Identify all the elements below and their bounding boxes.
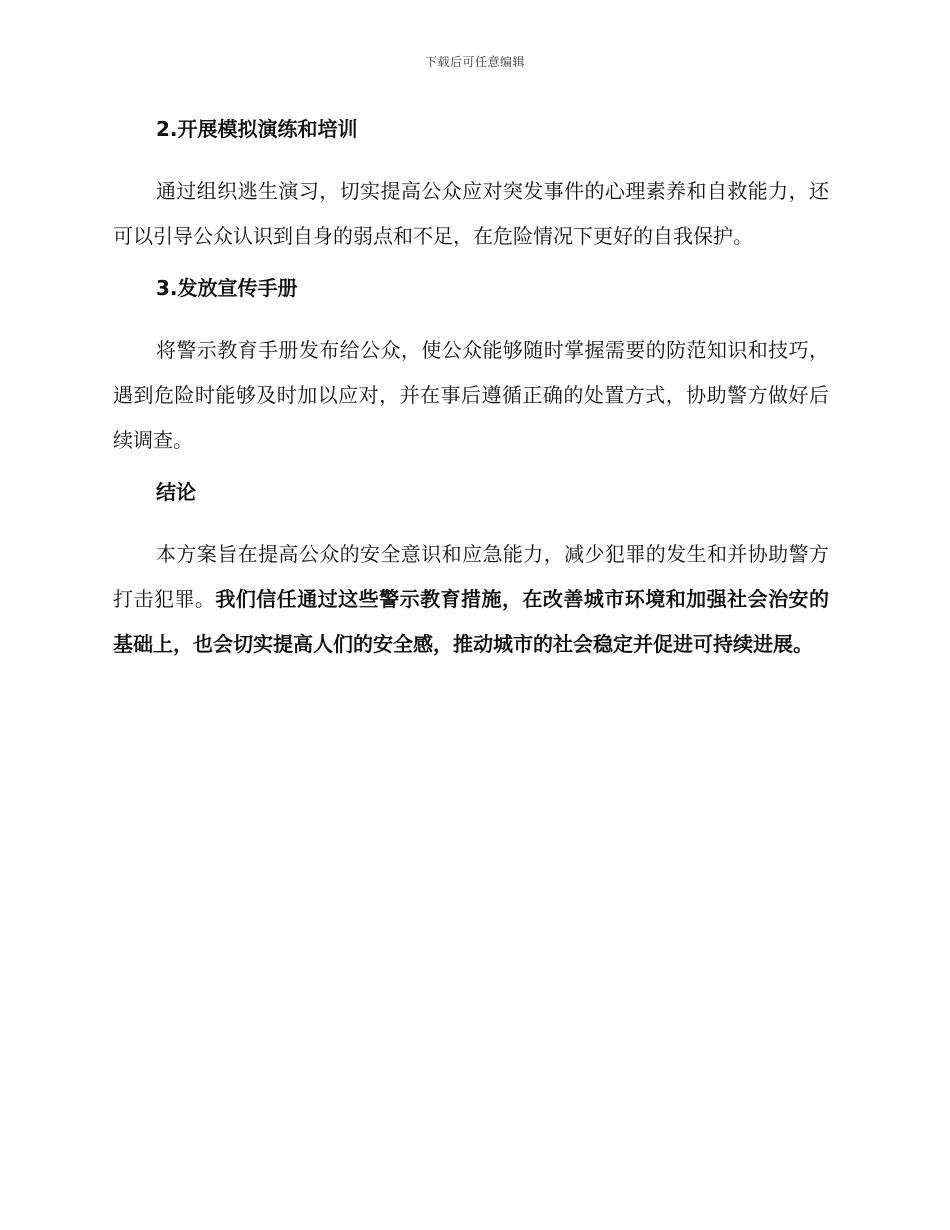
conclusion-bold-text: 我们信任通过这些警示教育措施，在改善城市环境和加强社会治安的基础上，也会切实提高人们的安全感，推动城市的社会稳定并促进可持续进展。 <box>113 587 830 656</box>
section-paragraph-conclusion <box>113 532 829 667</box>
page-header-note: 下载后可任意编辑 <box>424 55 525 69</box>
section-paragraph-handbook: 将警示教育手册发布给公众，使公众能够随时掌握需要的防范知识和技巧，遇到危险时能够及时加以应对，并在事后遵循正确的处置方式，协助警方做好后续调查。 <box>113 338 829 452</box>
section-heading-handbook: 3.发放宣传手册 <box>156 276 298 300</box>
section-paragraph-drill: 通过组织逃生演习，切实提高公众应对突发事件的心理素养和自救能力，还可以引导公众认识到自身的弱点和不足，在危险情况下更好的自我保护。 <box>113 179 829 248</box>
section-heading-drill: 2.开展模拟演练和培训 <box>156 117 358 141</box>
conclusion-plain-text: 本方案旨在提高公众的安全意识和应急能力，减少犯罪的发生和并协助警方打击犯罪。 <box>113 542 829 611</box>
document-body <box>113 112 829 679</box>
section-heading-conclusion: 结论 <box>156 480 196 504</box>
